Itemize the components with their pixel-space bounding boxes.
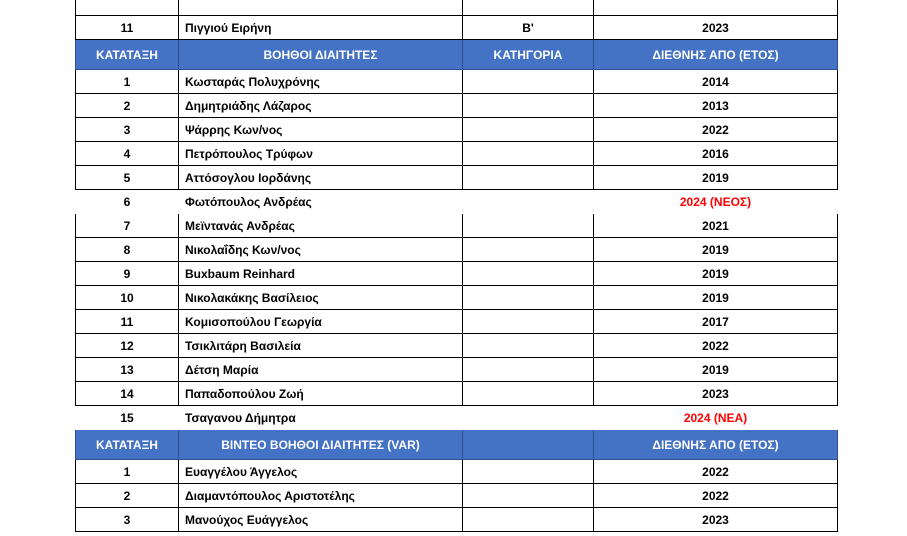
category-cell [463,310,594,334]
year-cell: 2019 [594,358,838,382]
table-row-partial [76,0,838,16]
rank-cell: 1 [76,460,179,484]
table-row [76,508,838,532]
table-row [76,310,838,334]
name-cell: Κομισοπούλου Γεωργία [179,310,463,334]
name-cell: Τσαγανου Δήμητρα [185,410,296,425]
table-row [76,214,838,238]
rank-cell: 2 [76,94,179,118]
name-cell: Ψάρρης Κων/νος [179,118,463,142]
header-rank: ΚΑΤΑΤΑΞΗ [76,430,179,460]
rank-cell: 2 [76,484,179,508]
rank-cell: 5 [76,166,179,190]
rank-cell: 12 [76,334,179,358]
year-cell: 2022 [594,118,838,142]
header-category [463,430,594,460]
rank-cell: 10 [76,286,179,310]
rank-cell: 6 [123,194,131,209]
assistants-header-row [76,40,838,70]
category-cell [463,190,594,214]
name-cell: Νικολαΐδης Κων/νος [179,238,463,262]
table-row [76,118,838,142]
category-cell [463,166,594,190]
table-row [76,286,838,310]
year-cell: 2013 [594,94,838,118]
table-row [76,70,838,94]
name-cell: Νικολακάκης Βασίλειος [179,286,463,310]
name-cell: Αττόσογλου Ιορδάνης [179,166,463,190]
table-row [76,166,838,190]
category-cell [463,214,594,238]
assistants-rows [76,70,838,430]
table-row [76,238,838,262]
year-cell: 2022 [594,334,838,358]
name-cell: Δημητριάδης Λάζαρος [179,94,463,118]
rank-cell: 15 [120,410,134,425]
header-category: ΚΑΤΗΓΟΡΙΑ [463,40,594,70]
year-cell: 2024 (ΝΕΟΣ) [679,194,752,209]
table-row [76,382,838,406]
name-cell: Buxbaum Reinhard [179,262,463,286]
year-cell: 2021 [594,214,838,238]
table-row [76,262,838,286]
year-cell: 2019 [594,262,838,286]
rank-cell: 9 [76,262,179,286]
header-year: ΔΙΕΘΝΗΣ ΑΠΟ (ΕΤΟΣ) [594,430,838,460]
table-row [76,406,838,430]
category-cell: Β' [463,16,594,40]
header-name: ΒΟΗΘΟΙ ΔΙΑΙΤΗΤΕΣ [179,40,463,70]
rank-cell: 11 [76,16,179,40]
name-cell: Πετρόπουλος Τρύφων [179,142,463,166]
table-row [76,190,838,214]
category-cell [463,508,594,532]
rank-cell: 11 [76,310,179,334]
rank-cell: 1 [76,70,179,94]
var-rows [76,460,838,532]
table-row [76,334,838,358]
year-cell: 2022 [594,484,838,508]
header-rank: ΚΑΤΑΤΑΞΗ [76,40,179,70]
rank-cell: 8 [76,238,179,262]
name-cell: Τσικλιτάρη Βασιλεία [179,334,463,358]
rank-cell: 14 [76,382,179,406]
category-cell [463,406,594,430]
name-cell: Πιγγιού Ειρήνη [179,16,463,40]
referees-table [75,0,838,532]
var-header-row [76,430,838,460]
category-cell [463,142,594,166]
year-cell: 2016 [594,142,838,166]
header-name: ΒΙΝΤΕΟ ΒΟΗΘΟΙ ΔΙΑΙΤΗΤΕΣ (VAR) [179,430,463,460]
rank-cell: 13 [76,358,179,382]
name-cell: Κωσταράς Πολυχρόνης [179,70,463,94]
year-cell: 2023 [594,382,838,406]
table-row [76,460,838,484]
table-row [76,16,838,40]
year-cell: 2019 [594,286,838,310]
category-cell [463,118,594,142]
category-cell [463,382,594,406]
rank-cell: 7 [76,214,179,238]
category-cell [463,484,594,508]
name-cell: Μεϊντανάς Ανδρέας [179,214,463,238]
rank-cell [76,0,179,16]
table-row [76,94,838,118]
rank-cell: 3 [76,118,179,142]
name-cell: Φωτόπουλος Ανδρέας [185,194,312,209]
year-cell: 2014 [594,70,838,94]
name-cell: Διαμαντόπουλος Αριστοτέλης [179,484,463,508]
year-cell: 2024 (ΝΕΑ) [683,410,748,425]
year-cell [594,0,838,16]
rank-cell: 3 [76,508,179,532]
table-row [76,358,838,382]
year-cell: 2019 [594,166,838,190]
year-cell: 2023 [594,16,838,40]
category-cell [463,94,594,118]
category-cell [463,0,594,16]
year-cell: 2019 [594,238,838,262]
rank-cell: 4 [76,142,179,166]
year-cell: 2022 [594,460,838,484]
header-year: ΔΙΕΘΝΗΣ ΑΠΟ (ΕΤΟΣ) [594,40,838,70]
name-cell [179,0,463,16]
name-cell: Ευαγγέλου Άγγελος [179,460,463,484]
category-cell [463,70,594,94]
table-row [76,484,838,508]
name-cell: Δέτση Μαρία [179,358,463,382]
category-cell [463,460,594,484]
year-cell: 2023 [594,508,838,532]
table-row [76,142,838,166]
category-cell [463,358,594,382]
category-cell [463,334,594,358]
category-cell [463,262,594,286]
year-cell: 2017 [594,310,838,334]
name-cell: Μανούχος Ευάγγελος [179,508,463,532]
category-cell [463,286,594,310]
name-cell: Παπαδοπούλου Ζωή [179,382,463,406]
category-cell [463,238,594,262]
